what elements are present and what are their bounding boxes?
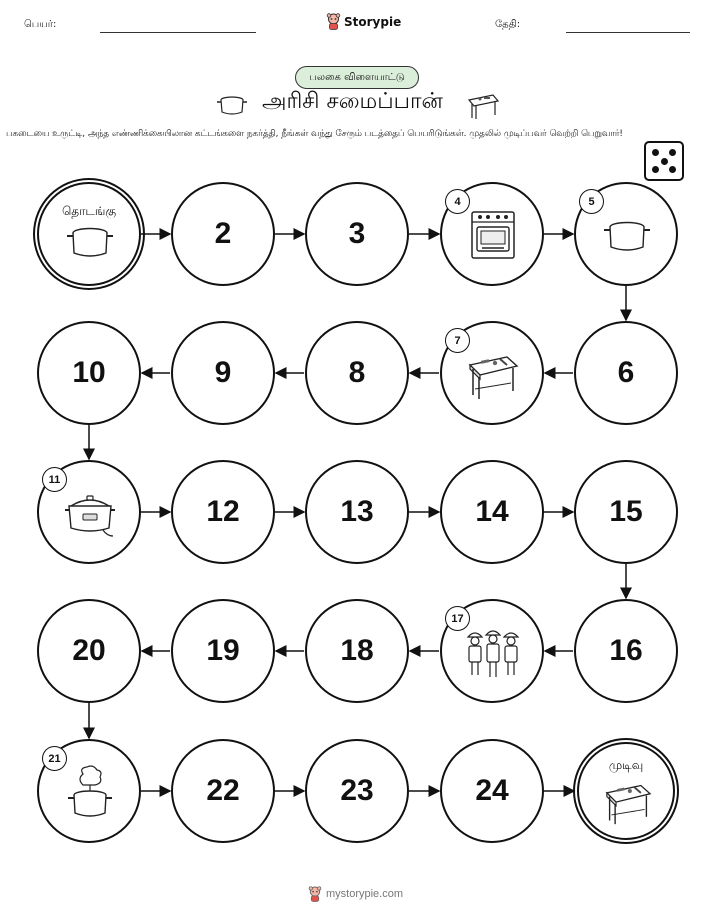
date-label: தேதி: xyxy=(495,19,521,30)
cell-number: 12 xyxy=(206,495,240,528)
board-game-badge: பலகை விளையாட்டு xyxy=(295,66,419,89)
cell-number: 8 xyxy=(348,356,366,389)
cell-number: 20 xyxy=(72,634,106,667)
cell-number: 22 xyxy=(206,774,240,807)
cell-number: 9 xyxy=(214,356,232,389)
cell-number: 6 xyxy=(617,356,635,389)
cell-number: 3 xyxy=(348,217,366,250)
cell-number: 16 xyxy=(609,634,643,667)
cell-number: 24 xyxy=(475,774,509,807)
cell-number-badge: 17 xyxy=(445,606,470,631)
cell-number-badge: 4 xyxy=(445,189,470,214)
brand-name: Storypie xyxy=(344,14,402,29)
cell-number: 15 xyxy=(609,495,643,528)
finish-label: முடிவு xyxy=(608,758,644,772)
start-label: தொடங்கு xyxy=(61,204,117,218)
cell-number: 13 xyxy=(340,495,374,528)
footer-link[interactable]: mystorypie.com xyxy=(326,888,404,900)
cell-number: 2 xyxy=(214,217,232,250)
cell-number: 14 xyxy=(475,495,509,528)
cell-number-badge: 11 xyxy=(42,467,67,492)
cell-number-badge: 7 xyxy=(445,328,470,353)
cell-number: 23 xyxy=(340,774,374,807)
cell-number-badge: 5 xyxy=(579,189,604,214)
cell-number: 10 xyxy=(72,356,106,389)
cell-number: 18 xyxy=(340,634,374,667)
cell-number: 19 xyxy=(206,634,240,667)
page-title: அரிசி சமைப்பான் xyxy=(262,89,443,114)
footer xyxy=(308,886,403,902)
instructions-text: பகடையை உருட்டி, அந்த எண்ணிக்கையிலான கட்டங்களை நகர்த்தி, நீங்கள் வந்து சேரும் படத்தைப் பெயரிடுங்கள். முதலில் முடிப்பவர் வெற்றி பெறுவார்! xyxy=(6,129,623,139)
name-label: பெயர்: xyxy=(24,19,57,30)
storypie-mascot-icon xyxy=(308,886,322,902)
cell-number-badge: 21 xyxy=(42,746,67,771)
